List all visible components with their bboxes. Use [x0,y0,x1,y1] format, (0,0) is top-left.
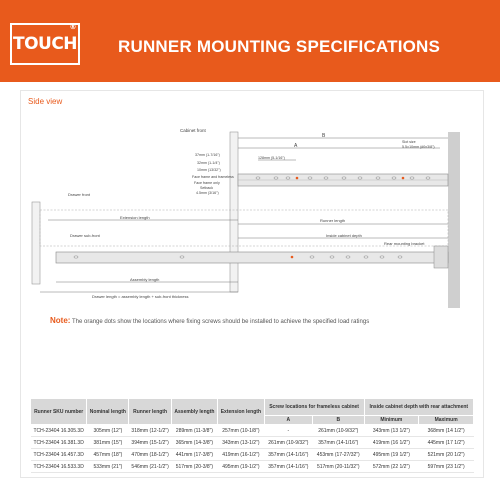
setback-value: 4.5mm (3/16") [196,191,219,195]
table-cell: 365mm (14-3/8") [171,437,217,449]
col-extension: Extension length [218,399,265,425]
table-cell: 445mm (17 1/2") [419,437,474,449]
table-cell: 381mm (15") [87,437,129,449]
rear-bracket-label: Rear mounting bracket [384,241,425,246]
table-cell: 305mm (12") [87,425,129,437]
table-cell: TCH-23404 16.533.3D [31,461,87,473]
fixing-screw-dot-a [296,177,299,180]
table-cell: 368mm (14 1/2") [419,425,474,437]
registered-mark: ® [69,23,76,31]
table-row [31,437,474,449]
col-depth-group: Inside cabinet depth with rear attachment [364,399,473,416]
note-text [50,316,369,325]
inside-cabinet-depth-label: Inside cabinet depth [326,233,362,238]
table-cell: 343mm (13-1/2") [218,437,265,449]
table-cell: 453mm (17-27/32") [312,449,364,461]
fixing-screw-dot-c [291,256,294,259]
logo-text: TOUCH [12,34,78,54]
table-cell: 457mm (18") [87,449,129,461]
table-cell: 289mm (11-3/8") [171,425,217,437]
dim-37-label: 37mm (1-7/16") [195,153,220,157]
col-assembly: Assembly length [171,399,217,425]
cabinet-side-wall [448,132,460,308]
table-cell: 597mm (23 1/2") [419,461,474,473]
slot-size-label: Slot size [402,140,416,144]
table-cell: TCH-23404 16.457.3D [31,449,87,461]
slot-size-value: 5.5×10mm (#0x3/8") [402,145,435,149]
setback-label: Setback [200,186,213,190]
table-cell: 441mm (17-3/8") [171,449,217,461]
table-cell: 572mm (22 1/2") [364,461,419,473]
table-cell: 357mm (14-1/16") [312,437,364,449]
note-lead: Note: [50,316,71,325]
face-only-label: Face frame only [194,181,220,185]
dim-10-label: 10mm (13/32") [197,168,221,172]
col-sku: Runner SKU number [31,399,87,425]
rear-mounting-bracket [434,246,448,268]
table-row [31,449,474,461]
dim-32-label: 32mm (1-1/4") [197,161,220,165]
cabinet-front-post [230,132,238,292]
extension-length-label: Extension length [120,215,150,220]
table-cell: 419mm (16 1/2") [364,437,419,449]
table-cell: 318mm (12-1/2") [129,425,171,437]
face-frameless-label: Face frame and frameless [192,175,234,179]
dim-128-label: 128mm (5-1/16") [258,156,285,160]
table-cell: 257mm (10-1/8") [218,425,265,437]
table-cell: 495mm (19 1/2") [364,449,419,461]
runner-side-view-diagram [20,110,480,310]
table-cell: 495mm (19-1/2") [218,461,265,473]
dim-b-label: B [322,133,326,139]
col-depth-max: Maximum [419,416,474,425]
table-row [31,425,474,437]
dim-a-label: A [294,143,298,149]
table-row [31,461,474,473]
table-cell: 261mm (10-9/32") [264,437,312,449]
table-cell: 546mm (21-1/2") [129,461,171,473]
table-cell: 533mm (21") [87,461,129,473]
assembly-length-label: Assembly length [130,277,160,282]
table-cell: 357mm (14-1/16") [264,449,312,461]
col-nominal: Nominal length [87,399,129,425]
table-cell: 517mm (20-11/32") [312,461,364,473]
drawer-front-label: Drawer front [68,192,91,197]
col-screw-a: A [264,416,312,425]
table-cell: TCH-23404 16.305.3D [31,425,87,437]
note-body: The orange dots show the locations where fixing screws should be installed to achieve the specified load ratings [72,319,370,325]
col-runner: Runner length [129,399,171,425]
col-screw-b: B [312,416,364,425]
side-view-label: Side view [28,97,63,106]
col-depth-min: Minimum [364,416,419,425]
table-cell: 470mm (18-1/2") [129,449,171,461]
fixing-screw-dot-b [402,177,405,180]
touch-logo [10,23,80,65]
table-cell: 521mm (20 1/2") [419,449,474,461]
table-cell: 394mm (15-1/2") [129,437,171,449]
table-cell: 419mm (16-1/2") [218,449,265,461]
table-cell: 357mm (14-1/16") [264,461,312,473]
drawer-runner [56,252,448,263]
drawer-front-panel [32,202,40,284]
page-title: RUNNER MOUNTING SPECIFICATIONS [118,37,441,56]
cabinet-front-label: Cabinet front [180,128,206,133]
table-cell: 343mm (13 1/2") [364,425,419,437]
table-cell: 261mm (10-9/32") [312,425,364,437]
runner-length-label: Runner length [320,218,346,223]
table-cell: TCH-23404 16.381.3D [31,437,87,449]
col-screw-group: Screw locations for frameless cabinet [264,399,364,416]
drawer-length-formula: Drawer length = assembly length + sub-front thickness [92,294,189,299]
header-banner [0,0,500,82]
table-cell: 517mm (20-3/8") [171,461,217,473]
drawer-subfront-label: Drawer sub-front [70,233,100,238]
spec-table [30,398,474,473]
table-cell: - [264,425,312,437]
